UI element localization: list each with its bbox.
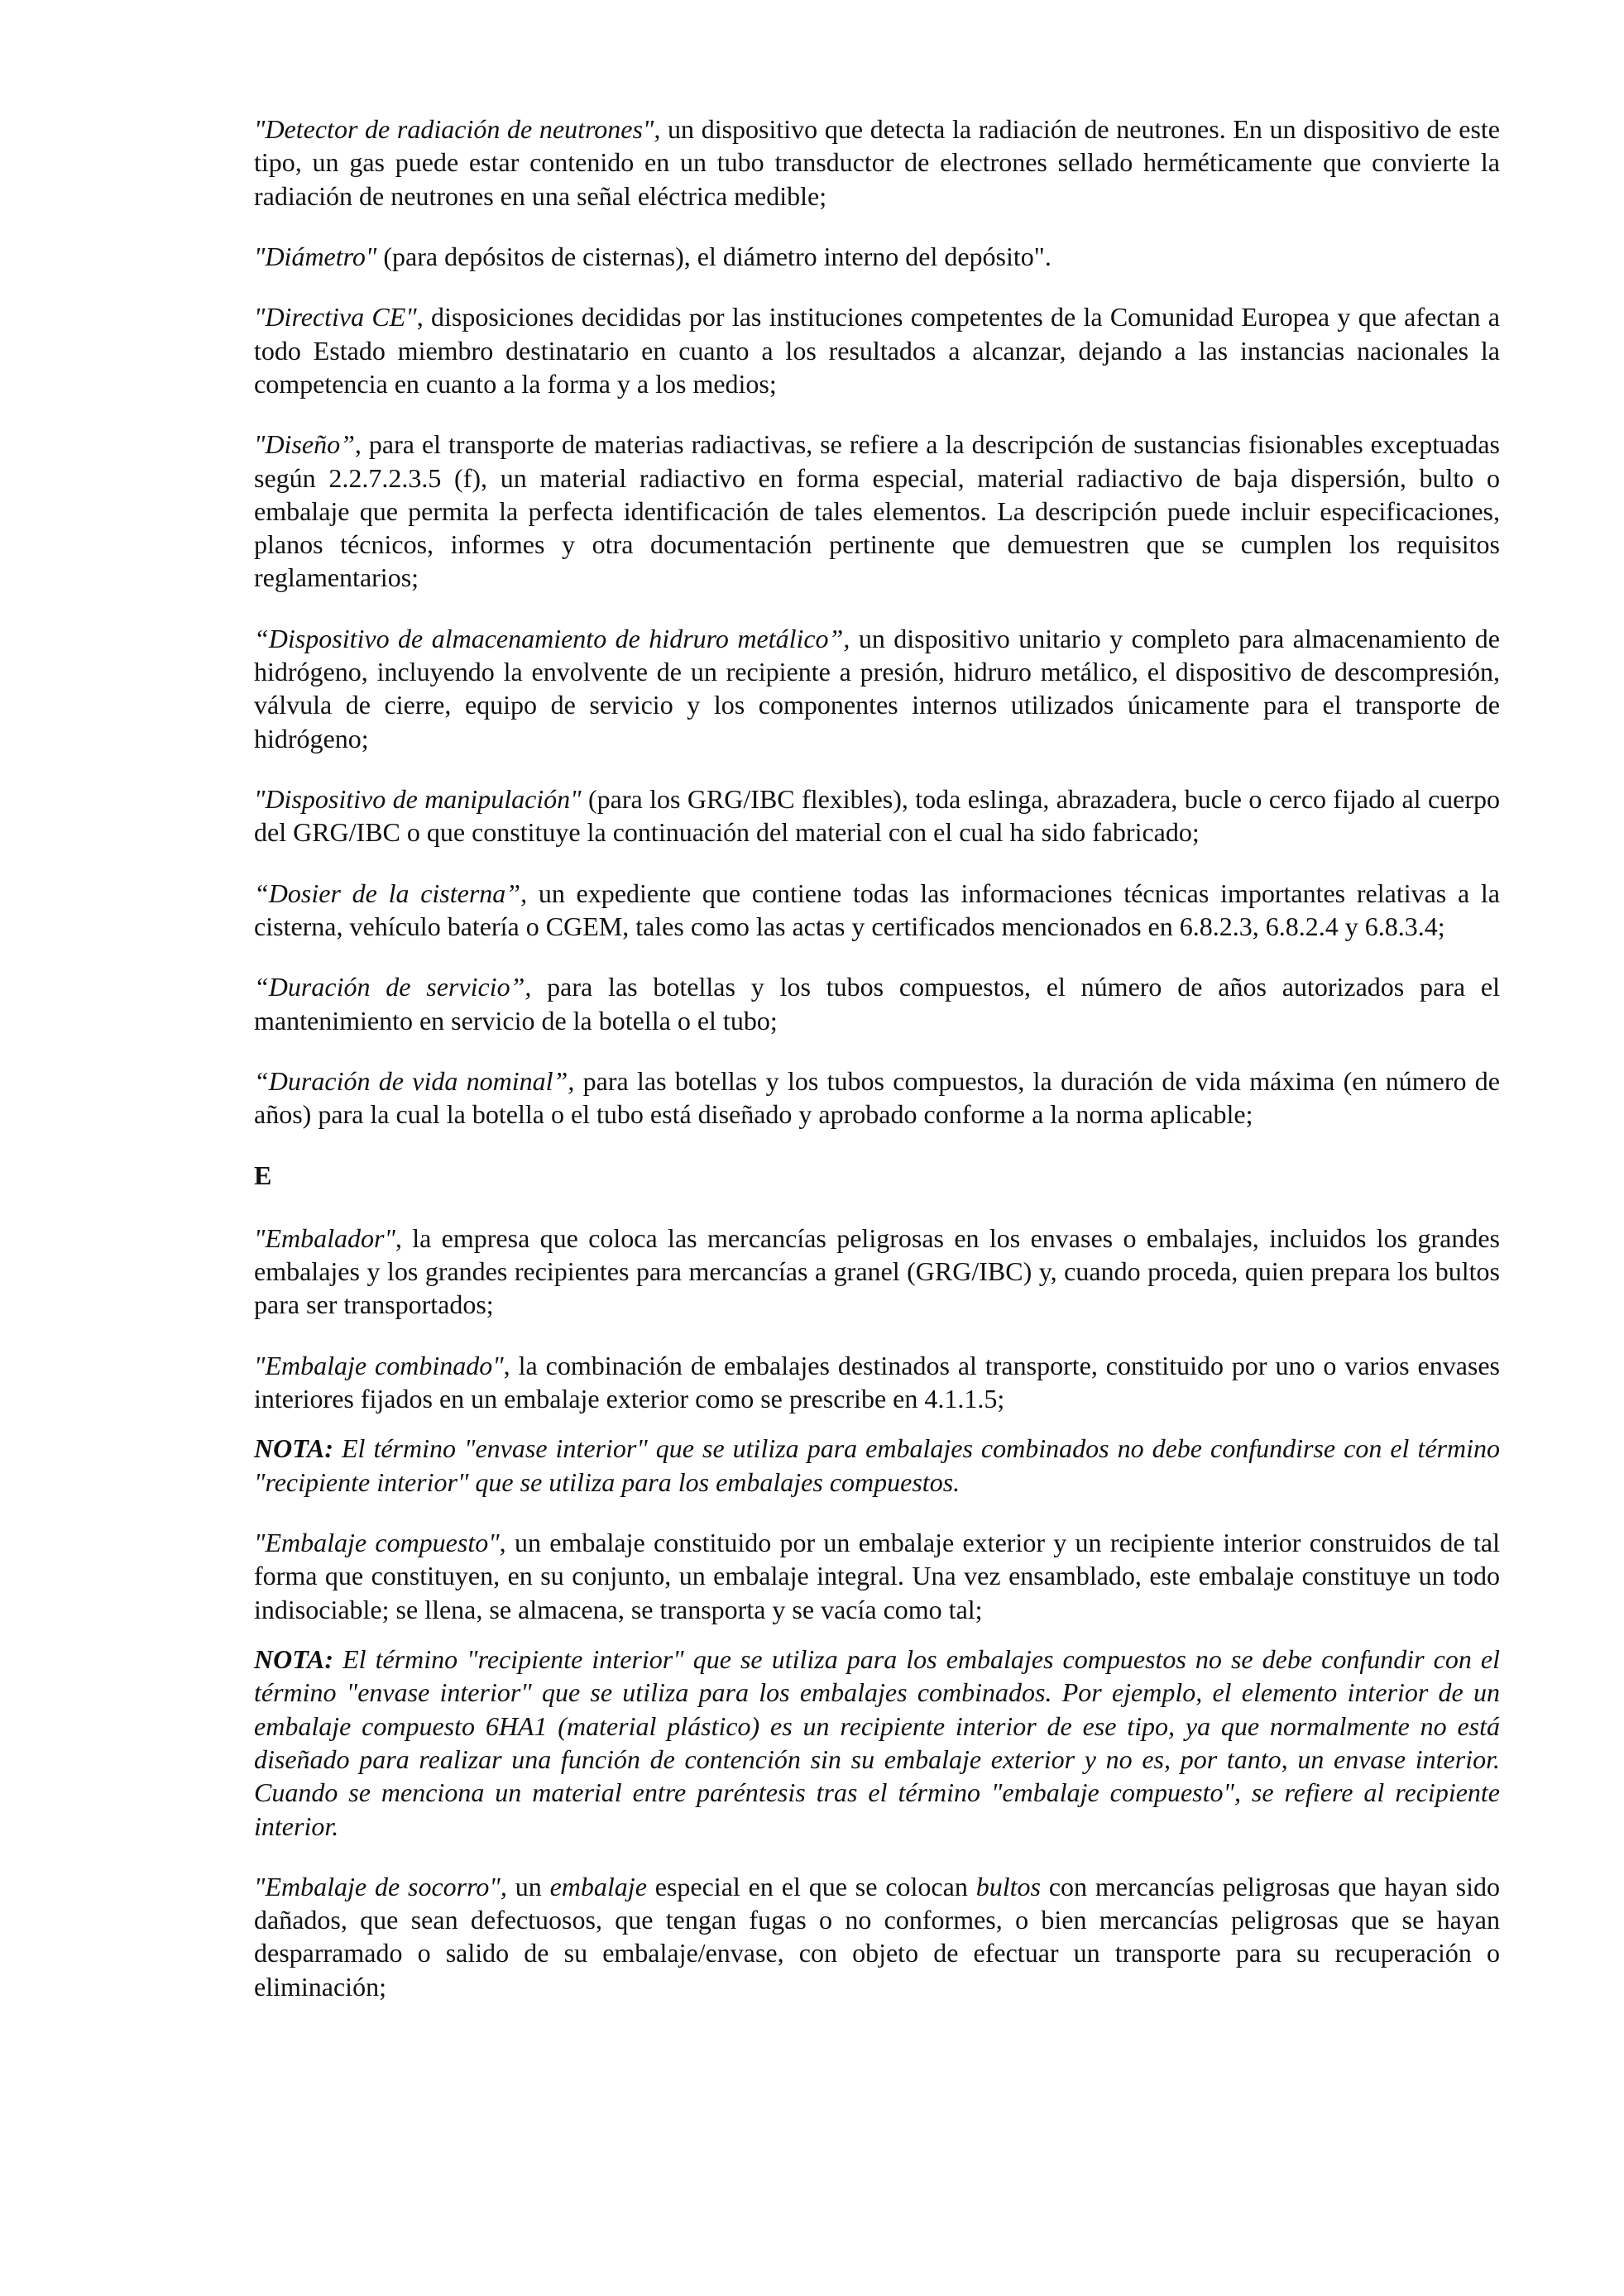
definition-term: "Embalaje combinado" <box>254 1350 504 1380</box>
definition-term: "Detector de radiación de neutrones", <box>254 114 661 144</box>
definition-dosier-cisterna <box>254 877 1500 944</box>
definition-term: "Embalador" <box>254 1222 395 1253</box>
definition-text: un dispositivo unitario y completo para almacenamiento de hidrógeno, incluyendo la envolvente de un recipiente a presión, hidruro metálico, el dispositivo de descompresión, válvula de cierre, equipo de servicio y los componentes internos utilizados únicamente para el transporte de hidrógeno; <box>254 623 1501 753</box>
definition-diametro <box>254 240 1500 273</box>
definition-detector-radiacion-neutrones <box>254 112 1500 213</box>
definition-diseno <box>254 428 1500 595</box>
definition-duracion-vida-nominal <box>254 1064 1500 1131</box>
definition-text-part: un <box>506 1871 550 1901</box>
definition-text: para las botellas y los tubos compuestos, la duración de vida máxima (en número de años) para la cual la botella o el tubo está diseñado y aprobado conforme a la norma aplicable; <box>254 1065 1501 1130</box>
definition-dispositivo-manipulacion <box>254 782 1500 849</box>
definition-directiva-ce <box>254 300 1500 400</box>
definition-duracion-servicio <box>254 970 1500 1037</box>
nota-label: NOTA: <box>254 1643 333 1674</box>
definition-term: "Diseño” <box>254 429 355 460</box>
definition-embalaje-compuesto <box>254 1526 1500 1626</box>
definition-term: "Directiva CE" <box>254 302 417 332</box>
definition-text: para las botellas y los tubos compuestos, el número de años autorizados para el mantenimiento en servicio de la botella o el tubo; <box>254 972 1501 1036</box>
definition-text: , disposiciones decididas por las instituciones competentes de la Comunidad Europea y que afectan a todo Estado miembro destinatario en cuanto a los resultados a alcanzar, dejando a las instancias nacionales la competencia en cuanto a la forma y a los medios; <box>254 302 1501 399</box>
definition-term: "Diámetro" <box>254 241 377 271</box>
nota-envase-interior <box>254 1432 1500 1499</box>
definition-text: (para depósitos de cisternas), el diámetro interno del depósito". <box>376 241 1052 271</box>
definition-text: , la empresa que coloca las mercancías peligrosas en los envases o embalajes, incluidos los grandes embalajes y los grandes recipientes para mercancías a granel (GRG/IBC) y, cuando proceda, quien prepara los bultos para ser transportados; <box>254 1222 1500 1320</box>
definition-text: un expediente que contiene todas las informaciones técnicas importantes relativas a la cisterna, vehículo batería o CGEM, tales como las actas y certificados mencionados en 6.8.2.3, 6.8.2.4 y 6.8.3.4; <box>254 878 1501 941</box>
definition-text: (para los GRG/IBC flexibles), toda eslinga, abrazadera, bucle o cerco fijado al cuerpo del GRG/IBC o que constituye la continuación del material con el cual ha sido fabricado; <box>254 784 1501 848</box>
definition-text: un dispositivo que detecta la radiación de neutrones. En un dispositivo de este tipo, un gas puede estar contenido en un tubo transductor de electrones sellado herméticamente que convierte la radiación de neutrones en una señal eléctrica medible; <box>254 114 1501 211</box>
definition-text: , para el transporte de materias radiactivas, se refiere a la descripción de sustancias fisionables exceptuadas según 2.2.7.2.3.5 (f), un material radiactivo en forma especial, material radiactivo de baja dispersión, bulto o embalaje que permita la perfecta identificación de tales elementos. La descripción puede incluir especificaciones, planos técnicos, informes y otra documentación pertinente que demuestren que se cumplen los requisitos reglamentarios; <box>254 429 1500 593</box>
section-letter-heading: E <box>254 1160 272 1190</box>
nota-recipiente-interior <box>254 1643 1500 1843</box>
definition-term: “Dosier de la cisterna”, <box>254 878 528 908</box>
definition-inline-term: bultos <box>975 1871 1041 1901</box>
definition-dispositivo-hidruro-metalico <box>254 622 1500 755</box>
definition-text: , un embalaje constituido por un embalaje exterior y un recipiente interior construidos de tal forma que constituyen, en su conjunto, un embalaje integral. Una vez ensamblado, este embalaje constituye un todo indisociable; se llena, se almacena, se transporta y se vacía como tal; <box>254 1528 1500 1624</box>
definition-embalador <box>254 1222 1500 1322</box>
definition-inline-term: embalaje <box>549 1871 647 1901</box>
nota-label: NOTA: <box>254 1433 333 1464</box>
definition-term: "Embalaje de socorro", <box>254 1871 507 1901</box>
document-page <box>254 112 1500 2031</box>
nota-text: El término "recipiente interior" que se utiliza para los embalajes compuestos no se debe confundir con el término "envase interior" que se utiliza para los embalajes combinados. Por ejemplo, el elemento interior de un embalaje compuesto 6HA1 (material plástico) es un recipiente interior de ese tipo, ya que normalmente no está diseñado para realizar una función de contención sin su embalaje exterior y no es, por tanto, un envase interior. Cuando se menciona un material entre paréntesis tras el término "embalaje compuesto", se refiere al recipiente interior. <box>254 1643 1500 1841</box>
definition-text-part: con mercancías peligrosas que hayan sido dañados, que sean defectuosos, que tengan fugas o no conformes, o bien mercancías peligrosas que se hayan desparramado o salido de su embalaje/envase, con objeto de efectuar un transporte para su recuperación o eliminación; <box>254 1871 1501 2002</box>
definition-embalaje-combinado <box>254 1349 1500 1416</box>
definition-embalaje-socorro <box>254 1870 1500 2003</box>
definition-term: “Duración de vida nominal”, <box>254 1065 575 1096</box>
definition-term: “Dispositivo de almacenamiento de hidruro metálico”, <box>254 623 850 653</box>
definition-term: “Duración de servicio”, <box>254 972 532 1002</box>
definition-text-part: especial en el que se colocan <box>646 1871 976 1901</box>
definition-term: "Embalaje compuesto" <box>254 1528 500 1557</box>
definition-term: "Dispositivo de manipulación" <box>254 784 582 814</box>
definition-text: , la combinación de embalajes destinados al transporte, constituido por uno o varios envases interiores fijados en un embalaje exterior como se prescribe en 4.1.1.5; <box>254 1350 1501 1414</box>
nota-text: El término "envase interior" que se utiliza para embalajes combinados no debe confundirse con el término "recipiente interior" que se utiliza para los embalajes compuestos. <box>254 1433 1500 1497</box>
